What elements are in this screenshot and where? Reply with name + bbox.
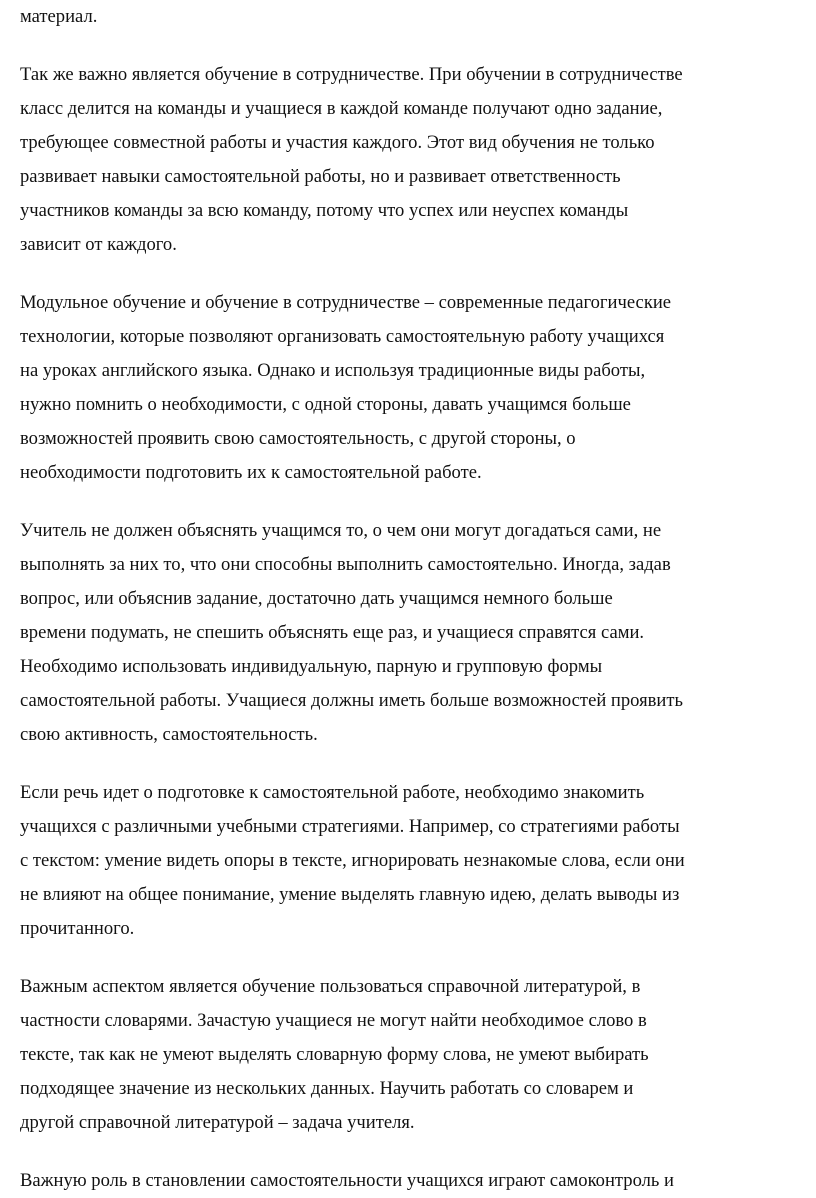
paragraph-gap [20,34,810,58]
text-line: на уроках английского языка. Однако и используя традиционные виды работы, [20,360,646,381]
text-line: выполнять за них то, что они способны выполнить самостоятельно. Иногда, задав [20,554,671,575]
text-line: с текстом: умение видеть опоры в тексте, игнорировать незнакомые слова, если они [20,850,685,871]
paragraph-3 [20,286,810,490]
text-line: класс делится на команды и учащиеся в каждой команде получают одно задание, [20,98,663,119]
paragraph-gap [20,752,810,776]
text-line: необходимости подготовить их к самостоятельной работе. [20,462,482,483]
text-line: подходящее значение из нескольких данных. Научить работать со словарем и [20,1078,634,1099]
text-line: вопрос, или объяснив задание, достаточно дать учащимся немного больше [20,588,613,609]
text-line: учащихся с различными учебными стратегиями. Например, со стратегиями работы [20,816,680,837]
text-line: не влияют на общее понимание, умение выделять главную идею, делать выводы из [20,884,680,905]
paragraph-5 [20,776,810,946]
text-line: Важную роль в становлении самостоятельности учащихся играют самоконтроль и [20,1170,674,1191]
paragraph-7 [20,1164,810,1198]
paragraph-gap [20,490,810,514]
text-line: материал. [20,6,98,27]
text-line: Модульное обучение и обучение в сотрудничестве – современные педагогические [20,292,672,313]
text-line: тексте, так как не умеют выделять словарную форму слова, не умеют выбирать [20,1044,649,1065]
paragraph-1 [20,0,810,34]
paragraph-gap [20,1140,810,1164]
text-line: участников команды за всю команду, потому что успех или неуспех команды [20,200,629,221]
text-line: технологии, которые позволяют организовать самостоятельную работу учащихся [20,326,665,347]
text-line: другой справочной литературой – задача учителя. [20,1112,415,1133]
text-line: Важным аспектом является обучение пользоваться справочной литературой, в [20,976,641,997]
text-line: Если речь идет о подготовке к самостоятельной работе, необходимо знакомить [20,782,645,803]
text-line: нужно помнить о необходимости, с одной стороны, давать учащимся больше [20,394,631,415]
text-line: прочитанного. [20,918,135,939]
text-line: Учитель не должен объяснять учащимся то, о чем они могут догадаться сами, не [20,520,662,541]
paragraph-2 [20,58,810,262]
text-line: частности словарями. Зачастую учащиеся не могут найти необходимое слово в [20,1010,647,1031]
text-line: самостоятельной работы. Учащиеся должны иметь больше возможностей проявить [20,690,683,711]
paragraph-gap [20,946,810,970]
text-line: требующее совместной работы и участия каждого. Этот вид обучения не только [20,132,655,153]
text-line: зависит от каждого. [20,234,177,255]
paragraph-4 [20,514,810,752]
text-line: развивает навыки самостоятельной работы, но и развивает ответственность [20,166,621,187]
text-line: свою активность, самостоятельность. [20,724,318,745]
document-page [20,0,810,1198]
text-line: времени подумать, не спешить объяснять еще раз, и учащиеся справятся сами. [20,622,645,643]
text-line: Так же важно является обучение в сотрудничестве. При обучении в сотрудничестве [20,64,683,85]
paragraph-6 [20,970,810,1140]
text-line: Необходимо использовать индивидуальную, парную и групповую формы [20,656,603,677]
paragraph-gap [20,262,810,286]
text-line: возможностей проявить свою самостоятельность, с другой стороны, о [20,428,576,449]
